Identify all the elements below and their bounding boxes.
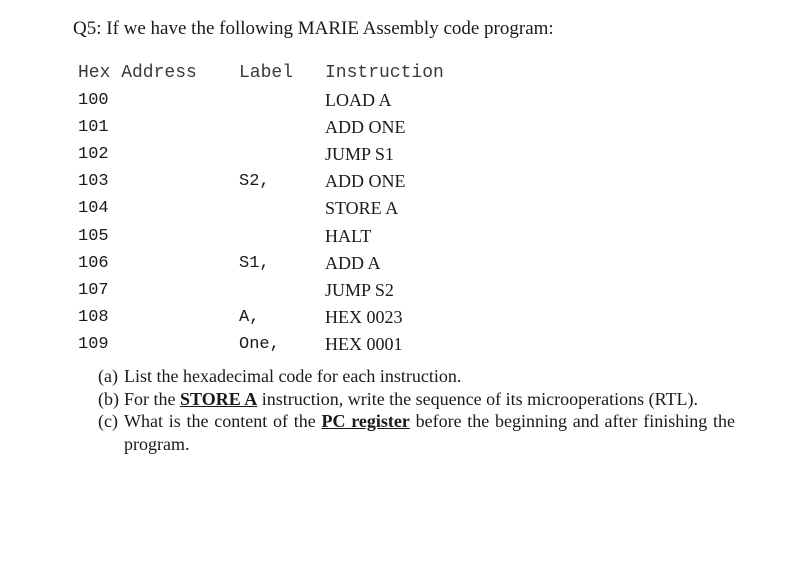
instruction-cell: JUMP S2 [325, 279, 394, 300]
instruction-cell: HEX 0023 [325, 306, 403, 327]
address-cell: 102 [78, 145, 109, 165]
part-a-text: List the hexadecimal code for each instruction. [124, 366, 462, 386]
label-cell: A, [239, 307, 260, 327]
part-b-text-before: For the [124, 388, 180, 409]
address-cell: 108 [78, 307, 109, 327]
label-cell: S2, [239, 172, 270, 192]
instruction-cell: ADD ONE [325, 117, 406, 138]
address-cell: 105 [78, 226, 109, 246]
part-b-text-after: instruction, write the sequence of its microoperations (RTL). [257, 388, 699, 409]
header-label: Label [239, 63, 294, 83]
address-cell: 109 [78, 334, 109, 354]
instruction-cell: HEX 0001 [325, 333, 403, 354]
instruction-cell: JUMP S1 [325, 144, 394, 165]
label-cell: S1, [239, 253, 270, 273]
header-hex-address: Hex Address [78, 63, 197, 83]
address-cell: 104 [78, 199, 109, 219]
part-c [98, 410, 735, 455]
address-cell: 103 [78, 172, 109, 192]
part-b [98, 388, 735, 411]
store-a-emphasis: STORE A [180, 388, 258, 409]
part-a [98, 365, 735, 388]
instruction-cell: ADD A [325, 252, 381, 273]
question-title: Q5: If we have the following MARIE Assembly code program: [73, 18, 554, 39]
address-cell: 107 [78, 280, 109, 300]
instruction-cell: STORE A [325, 198, 399, 219]
address-cell: 106 [78, 253, 109, 273]
label-cell: One, [239, 334, 280, 354]
part-a-marker: (a) [98, 366, 118, 386]
part-b-text [124, 388, 735, 411]
address-cell: 101 [78, 118, 109, 138]
address-cell: 100 [78, 91, 109, 111]
part-b-marker: (b) [98, 388, 119, 409]
question-parts [98, 365, 735, 455]
part-c-text-after: before the beginning and after finishing the program. [124, 411, 735, 454]
instruction-cell: HALT [325, 225, 372, 246]
part-c-text-before: What is the content of the [124, 411, 322, 431]
instruction-cell: LOAD A [325, 90, 392, 111]
header-instruction: Instruction [325, 63, 444, 83]
part-c-text [124, 410, 735, 455]
part-c-marker: (c) [98, 411, 118, 431]
pc-register-emphasis: PC register [321, 411, 410, 431]
instruction-cell: ADD ONE [325, 171, 406, 192]
